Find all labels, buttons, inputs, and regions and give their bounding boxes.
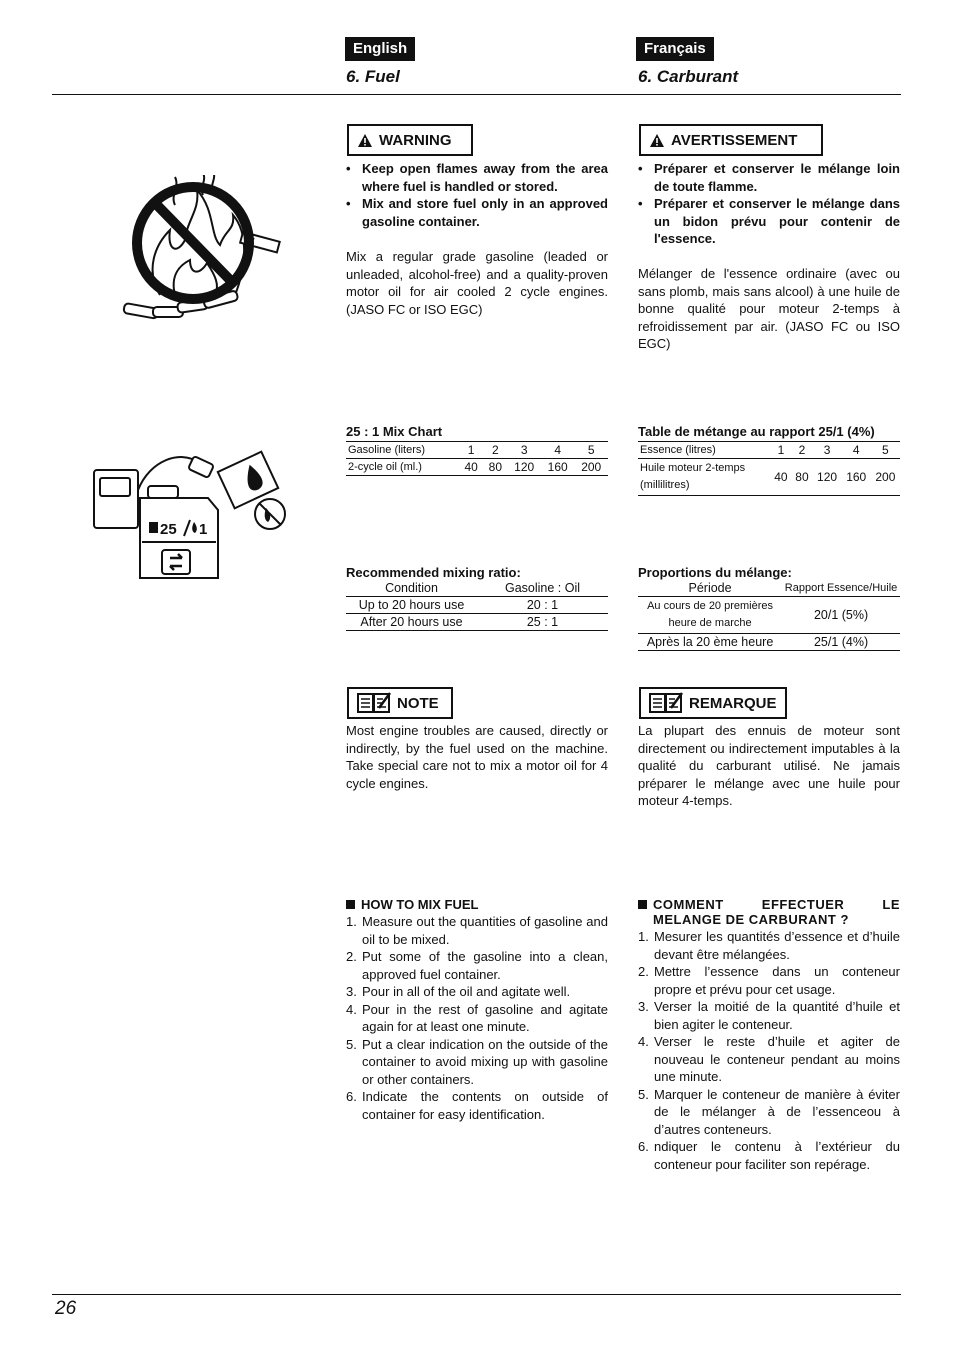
note-book-icon	[357, 692, 391, 714]
can-ratio-label: 25	[160, 521, 177, 538]
square-bullet-icon	[346, 900, 355, 909]
how-to-mix-steps	[638, 928, 900, 1173]
step-item: 4. Pour in the rest of gasoline and agitate again for at least one minute.	[346, 1001, 608, 1034]
oil-cell: 200	[871, 459, 900, 496]
step-item: 6. ndiquer le contenu à l’extérieur du conteneur pour faciliter son repérage.	[638, 1139, 900, 1172]
mixing-ratio-title: Proportions du mélange:	[638, 565, 792, 580]
mix-chart-title: Table de métange au rapport 25/1 (4%)	[638, 424, 875, 439]
ratio-cell: 20/1 (5%)	[782, 597, 900, 634]
condition-cell: Up to 20 hours use	[346, 597, 477, 614]
condition-cell: Au cours de 20 premières heure de marche	[638, 597, 782, 634]
column-header: Période	[638, 580, 782, 597]
header-rule	[52, 94, 901, 95]
mixing-ratio-table	[346, 580, 608, 631]
row-label: Huile moteur 2-temps (millilitres)	[638, 459, 770, 496]
row-label: Essence (litres)	[638, 442, 770, 459]
liters-cell: 1	[459, 442, 483, 459]
step-item: 1. Mesurer les quantités d’essence et d’huile devant être mélangées.	[638, 929, 900, 962]
liters-cell: 4	[842, 442, 871, 459]
how-to-mix-title: COMMENT EFFECTUER LE MELANGE DE CARBURANT ?	[638, 897, 900, 927]
warning-bullets-french	[638, 160, 900, 248]
note-book-icon	[649, 692, 683, 714]
step-item: 1. Measure out the quantities of gasoline and oil to be mixed.	[346, 914, 608, 947]
can-ratio-suffix: 1	[199, 521, 208, 538]
liters-cell: 3	[813, 442, 842, 459]
footer-rule	[52, 1294, 901, 1295]
how-to-mix-title: HOW TO MIX FUEL	[346, 897, 608, 912]
fuel-description-english: Mix a regular grade gasoline (leaded or unleaded, alcohol-free) and a quality-proven motor oil for air cooled 2 cycle engines. (JASO FC or ISO EGC)	[346, 249, 608, 317]
oil-cell: 120	[813, 459, 842, 496]
step-item: 2. Put some of the gasoline into a clean, approved fuel container.	[346, 949, 608, 982]
oil-cell: 120	[507, 459, 541, 476]
condition-cell: Après la 20 ème heure	[638, 634, 782, 651]
mix-chart-table	[346, 441, 608, 476]
step-item: 6. Indicate the contents on outside of container for easy identification.	[346, 1089, 608, 1122]
liters-cell: 2	[791, 442, 812, 459]
ratio-cell: 20 : 1	[477, 597, 608, 614]
lang-tag-french: Français	[636, 37, 714, 61]
warning-bullet: • Keep open flames away from the area where fuel is handled or stored.	[346, 160, 608, 195]
condition-cell: After 20 hours use	[346, 614, 477, 631]
step-item: 5. Put a clear indication on the outside of the container to avoid mixing up with gasoline or other containers.	[346, 1036, 608, 1087]
note-label-french: REMARQUE	[639, 687, 787, 719]
ratio-cell: 25 : 1	[477, 614, 608, 631]
note-label-english: NOTE	[347, 687, 453, 719]
warning-bullet: • Mix and store fuel only in an approved gasoline container.	[346, 195, 608, 230]
oil-cell: 40	[770, 459, 791, 496]
fuel-can-illustration	[90, 450, 290, 580]
ratio-cell: 25/1 (4%)	[782, 634, 900, 651]
liters-cell: 5	[574, 442, 608, 459]
liters-cell: 3	[507, 442, 541, 459]
liters-cell: 1	[770, 442, 791, 459]
warning-label-french: AVERTISSEMENT	[639, 124, 823, 156]
oil-cell: 80	[791, 459, 812, 496]
mix-chart-title: 25 : 1 Mix Chart	[346, 424, 443, 439]
column-header: Condition	[346, 580, 477, 597]
warning-triangle-icon	[357, 133, 373, 148]
column-header: Gasoline : Oil	[477, 580, 608, 597]
oil-cell: 160	[541, 459, 575, 476]
square-bullet-icon	[638, 900, 647, 909]
oil-cell: 80	[483, 459, 507, 476]
warning-bullets-english	[346, 160, 608, 230]
oil-cell: 160	[842, 459, 871, 496]
mix-chart-table	[638, 441, 900, 496]
mixing-ratio-table	[638, 580, 900, 651]
how-to-mix-steps	[346, 913, 608, 1123]
mixing-ratio-title: Recommended mixing ratio:	[346, 565, 521, 580]
no-open-flame-illustration	[115, 175, 290, 330]
mix-chart-french	[638, 424, 900, 496]
lang-tag-english: English	[345, 37, 415, 61]
step-item: 4. Verser le reste d’huile et agiter de nouveau le conteneur pendant au moins une minute.	[638, 1034, 900, 1084]
step-item: 2. Mettre l’essence dans un conteneur propre et prévu pour cet usage.	[638, 964, 900, 997]
note-text-french: La plupart des ennuis de moteur sont directement ou indirectement imputables à la qualité du carburant utilisé. Ne jamais préparer le mélange avec une huile pour moteur 4-temps.	[638, 723, 900, 808]
warning-bullet: • Préparer et conserver le mélange loin de toute flamme.	[638, 160, 900, 195]
liters-cell: 5	[871, 442, 900, 459]
oil-cell: 200	[574, 459, 608, 476]
mixing-ratio-english	[346, 565, 608, 631]
warning-label-english: WARNING	[347, 124, 473, 156]
page-number: 26	[55, 1298, 77, 1319]
warning-bullet: • Préparer et conserver le mélange dans un bidon prévu pour contenir de l'essence.	[638, 195, 900, 248]
section-title-french: 6. Carburant	[638, 67, 739, 86]
row-label: Gasoline (liters)	[346, 442, 459, 459]
liters-cell: 2	[483, 442, 507, 459]
liters-cell: 4	[541, 442, 575, 459]
note-text-english: Most engine troubles are caused, directly or indirectly, by the fuel used on the machine. Take special care not to mix a motor oil for 4 cycle engines.	[346, 723, 608, 791]
column-header: Rapport Essence/Huile	[782, 580, 900, 597]
how-to-mix-french	[638, 897, 900, 1173]
step-item: 5. Marquer le conteneur de manière à éviter de le mélanger à de l’essenceou à d’autres conteneurs.	[638, 1086, 900, 1137]
mixing-ratio-french	[638, 565, 900, 651]
fuel-description-french: Mélanger de l'essence ordinaire (avec ou sans plomb, mais sans alcool) à une huile de bonne qualité pour moteur 2-temps à refroidissement par air. (JASO FC ou ISO EGC)	[638, 266, 900, 351]
oil-cell: 40	[459, 459, 483, 476]
mix-chart-english	[346, 424, 608, 476]
section-title-english: 6. Fuel	[346, 67, 400, 86]
how-to-mix-english	[346, 897, 608, 1123]
step-item: 3. Verser la moitié de la quantité d’huile et bien agiter le conteneur.	[638, 999, 900, 1032]
warning-triangle-icon	[649, 133, 665, 148]
row-label: 2-cycle oil (ml.)	[346, 459, 459, 476]
step-item: 3. Pour in all of the oil and agitate well.	[346, 984, 571, 999]
